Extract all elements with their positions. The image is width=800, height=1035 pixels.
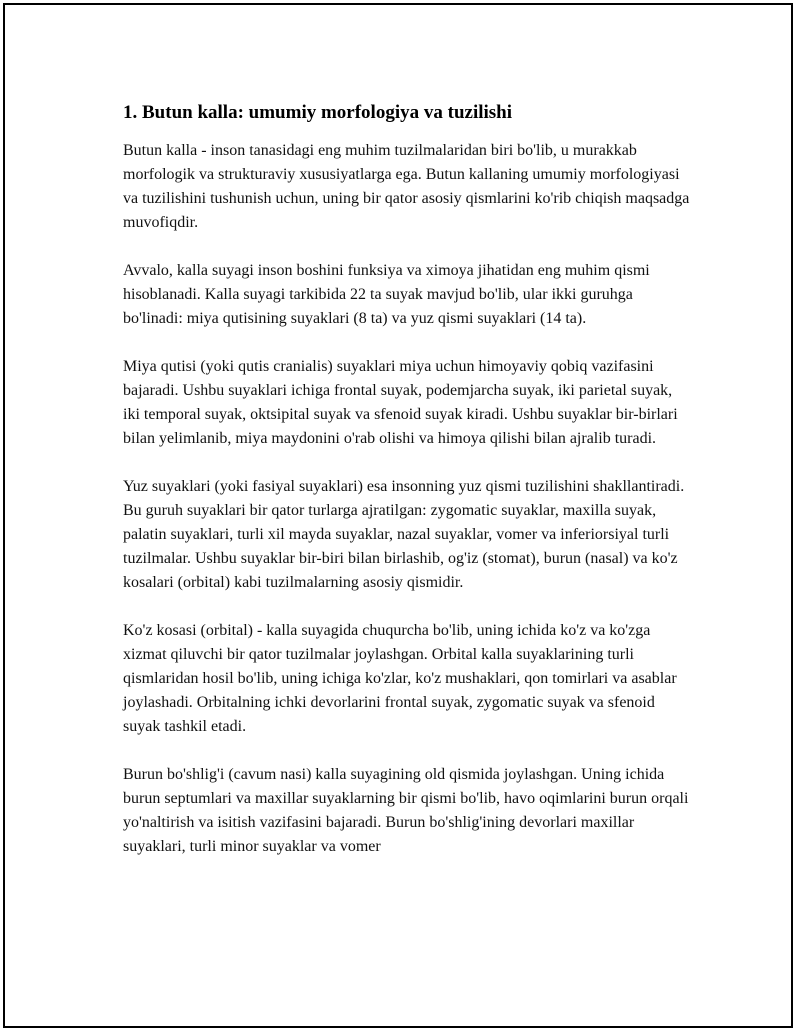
page-frame <box>3 3 793 1028</box>
document-body <box>123 100 693 883</box>
paragraph-cranial-bones: Miya qutisi (yoki qutis cranialis) suyaklari miya uchun himoyaviy qobiq vazifasini bajaradi. Ushbu suyaklari ichiga frontal suyak, podemjarcha suyak, iki parietal suyak, iki temporal suyak, oktsipital suyak va sfenoid suyak kiradi. Ushbu suyaklar bir-birlari bilan yelimlanib, miya maydonini o'rab olishi va himoya qilishi bilan ajralib turadi. <box>123 358 678 447</box>
section-heading: 1. Butun kalla: umumiy morfologiya va tuzilishi <box>123 102 513 123</box>
paragraph-orbit: Ko'z kosasi (orbital) - kalla suyagida chuqurcha bo'lib, uning ichida ko'z va ko'zga xizmat qiluvchi bir qator tuzilmalar joylashgan. Orbital kalla suyaklarining turli qismlaridan hosil bo'lib, uning ichiga ko'zlar, ko'z mushaklari, qon tomirlari va asablar joylashadi. Orbitalning ichki devorlarini frontal suyak, zygomatic suyak va sfenoid suyak tashkil etadi. <box>123 622 677 735</box>
paragraph-facial-bones: Yuz suyaklari (yoki fasiyal suyaklari) esa insonning yuz qismi tuzilishini shakllantiradi. Bu guruh suyaklari bir qator turlarga ajratilgan: zygomatic suyaklar, maxilla suyak, palatin suyaklari, turli xil mayda suyaklar, nazal suyaklar, vomer va inferiorsiyal turli tuzilmalar. Ushbu suyaklar bir-biri bilan birlashib, og'iz (stomat), burun (nasal) va ko'z kosalari (orbital) kabi tuzilmalarning asosiy qismidir. <box>123 478 685 591</box>
paragraph-skull-bones: Avvalo, kalla suyagi inson boshini funksiya va ximoya jihatidan eng muhim qismi hisoblanadi. Kalla suyagi tarkibida 22 ta suyak mavjud bo'lib, ular ikki guruhga bo'linadi: miya qutisining suyaklari (8 ta) va yuz qismi suyaklari (14 ta). <box>123 262 650 327</box>
paragraph-nasal-cavity: Burun bo'shlig'i (cavum nasi) kalla suyagining old qismida joylashgan. Uning ichida burun septumlari va maxillar suyaklarning bir qismi bo'lib, havo oqimlarini burun orqali yo'naltirish va isitish vazifasini bajaradi. Burun bo'shlig'ining devorlari maxillar suyaklari, turli minor suyaklar va vomer <box>123 766 689 855</box>
paragraph-intro: Butun kalla - inson tanasidagi eng muhim tuzilmalaridan biri bo'lib, u murakkab morfologik va strukturaviy xususiyatlarga ega. Butun kallaning umumiy morfologiyasi va tuzilishini tushunish uchun, uning bir qator asosiy qismlarini ko'rib chiqish maqsadga muvofiqdir. <box>123 142 690 231</box>
